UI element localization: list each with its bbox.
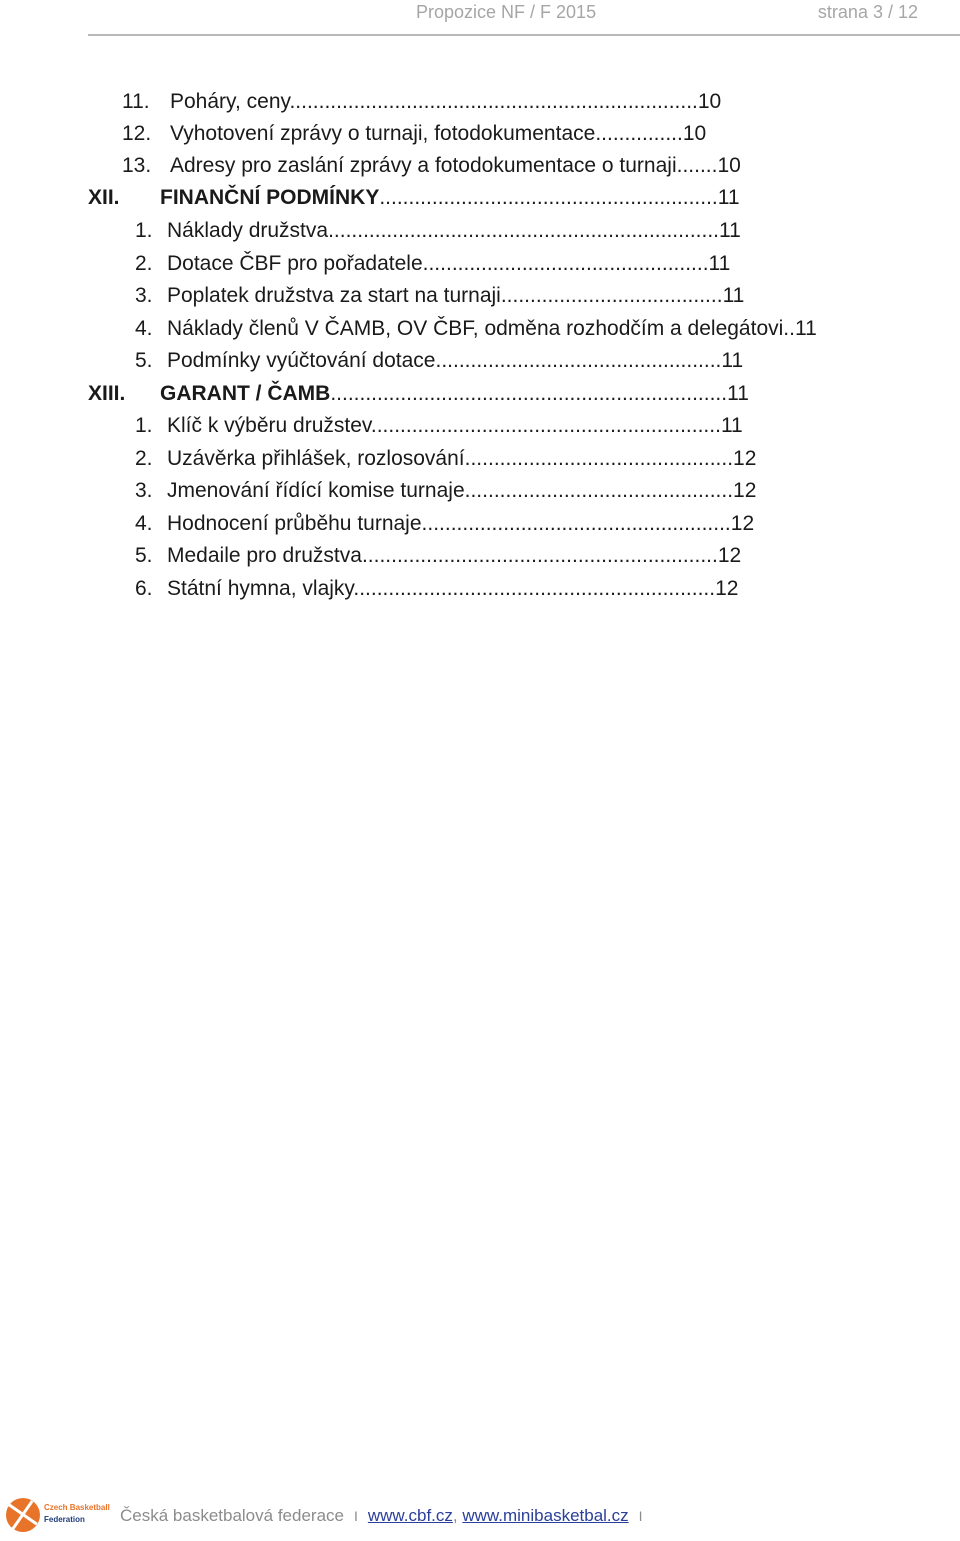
toc-entry-leader: .............................................. bbox=[464, 447, 734, 470]
toc-entry-page: 11 bbox=[719, 219, 741, 242]
toc-entry-number: 1. bbox=[135, 219, 153, 242]
toc-entry-text: Klíč k výběru družstev bbox=[167, 414, 371, 437]
toc-entry-leader: .. bbox=[783, 317, 795, 340]
page-header bbox=[88, 0, 960, 36]
toc-entry[interactable] bbox=[135, 410, 743, 442]
toc-entry-number: 11. bbox=[122, 90, 150, 113]
toc-entry-page: 10 bbox=[697, 90, 722, 113]
toc-entry-leader: ................................................................... bbox=[328, 219, 719, 242]
toc-entry-leader: ................................................. bbox=[435, 349, 722, 372]
toc-entry-leader: ................................................. bbox=[422, 252, 709, 275]
toc-entry-leader: ............................................................. bbox=[361, 544, 718, 567]
toc-entry-page: 11 bbox=[721, 349, 744, 372]
toc-entry-text: Státní hymna, vlajky bbox=[167, 577, 354, 600]
organization-name: Česká basketbalová federace bbox=[120, 1506, 344, 1525]
toc-entry-page: 12 bbox=[717, 544, 742, 567]
footer-separator: I bbox=[638, 1508, 643, 1524]
toc-entry-leader: ............................................................ bbox=[370, 414, 721, 437]
toc-entry-leader: .......................................................... bbox=[379, 186, 718, 209]
toc-entry-leader: .................................................................... bbox=[330, 382, 728, 405]
toc-entry-text: Adresy pro zaslání zprávy a fotodokumentace o turnaji bbox=[170, 154, 677, 177]
logo-text-line1: Czech Basketball bbox=[44, 1503, 110, 1512]
page-number: strana 3 / 12 bbox=[817, 2, 918, 22]
toc-entry-page: 12 bbox=[715, 577, 739, 600]
toc-entry-text: Dotace ČBF pro pořadatele bbox=[167, 252, 423, 275]
toc-entry-number: 5. bbox=[135, 349, 153, 372]
toc-entry-page: 10 bbox=[682, 122, 707, 145]
minibasketbal-link[interactable]: www.minibasketbal.cz bbox=[462, 1506, 629, 1525]
toc-entry-leader: .............................................. bbox=[464, 479, 734, 502]
toc-entry-page: 11 bbox=[708, 252, 731, 275]
cbf-link[interactable]: www.cbf.cz bbox=[367, 1506, 453, 1525]
toc-entry[interactable] bbox=[135, 540, 741, 572]
toc-entry-leader: ....... bbox=[676, 154, 718, 177]
toc-entry-text: Medaile pro družstva bbox=[167, 544, 362, 567]
toc-entry[interactable] bbox=[135, 345, 743, 377]
toc-entry-leader: .............................................................. bbox=[353, 577, 716, 600]
toc-entry-text: Náklady družstva bbox=[167, 219, 329, 242]
toc-entry-page: 12 bbox=[733, 447, 757, 470]
toc-entry-page: 11 bbox=[727, 382, 749, 405]
toc-section-entry[interactable] bbox=[88, 378, 749, 410]
toc-entry-page: 11 bbox=[794, 317, 817, 340]
toc-entry-number: 2. bbox=[135, 447, 153, 470]
toc-section-number: XII. bbox=[88, 186, 120, 209]
toc-entry-number: 3. bbox=[135, 479, 153, 502]
basketball-icon bbox=[6, 1498, 40, 1532]
toc-entry-text: Uzávěrka přihlášek, rozlosování bbox=[167, 447, 465, 470]
toc-entry-number: 3. bbox=[135, 284, 153, 307]
toc-entry-leader: ............... bbox=[595, 122, 683, 145]
toc-entry-page: 12 bbox=[733, 479, 757, 502]
toc-entry-number: 1. bbox=[135, 414, 153, 437]
toc-entry-page: 11 bbox=[720, 414, 743, 437]
toc-entry-number: 5. bbox=[135, 544, 153, 567]
document-title: Propozice NF / F 2015 bbox=[416, 2, 597, 22]
toc-entry[interactable] bbox=[135, 443, 756, 475]
toc-entry[interactable] bbox=[135, 313, 817, 345]
toc-entry-leader: ...................................................................... bbox=[289, 90, 698, 113]
toc-entry-page: 12 bbox=[730, 512, 755, 535]
toc-entry[interactable] bbox=[135, 280, 744, 312]
toc-section-entry[interactable] bbox=[88, 182, 740, 214]
toc-entry[interactable] bbox=[135, 248, 730, 280]
toc-entry-number: 2. bbox=[135, 252, 153, 275]
toc-entry-text: Vyhotovení zprávy o turnaji, fotodokumentace bbox=[170, 122, 596, 145]
toc-entry-text: Jmenování řídící komise turnaje bbox=[167, 479, 465, 502]
toc-entry-text: Podmínky vyúčtování dotace bbox=[167, 349, 436, 372]
footer-text bbox=[120, 1506, 653, 1526]
toc-entry-page: 10 bbox=[717, 154, 741, 177]
logo-text-line2: Federation bbox=[44, 1515, 85, 1524]
toc-entry[interactable] bbox=[122, 118, 706, 150]
toc-entry-text: Poplatek družstva za start na turnaji bbox=[167, 284, 501, 307]
page-footer bbox=[0, 1490, 960, 1541]
toc-entry-number: 12. bbox=[122, 122, 152, 145]
toc-entry-number: 13. bbox=[122, 154, 152, 177]
toc-entry-leader: ...................................... bbox=[500, 284, 723, 307]
toc-entry-text: Poháry, ceny bbox=[170, 90, 290, 113]
toc-section-text: FINANČNÍ PODMÍNKY bbox=[160, 186, 380, 209]
toc-entry[interactable] bbox=[135, 508, 754, 540]
toc-entry[interactable] bbox=[122, 150, 741, 182]
toc-entry[interactable] bbox=[122, 86, 721, 118]
toc-section-number: XIII. bbox=[88, 382, 126, 405]
toc-entry-number: 4. bbox=[135, 317, 153, 340]
toc-entry-page: 11 bbox=[722, 284, 745, 307]
toc-entry-leader: ..................................................... bbox=[421, 512, 731, 535]
toc-entry-page: 11 bbox=[717, 186, 740, 209]
toc-entry[interactable] bbox=[135, 475, 756, 507]
toc-entry-number: 4. bbox=[135, 512, 153, 535]
toc-entry[interactable] bbox=[135, 573, 738, 605]
cbf-logo bbox=[6, 1498, 110, 1532]
toc-entry-text: Náklady členů V ČAMB, OV ČBF, odměna rozhodčím a delegátovi bbox=[167, 317, 784, 340]
footer-comma: , bbox=[452, 1506, 458, 1525]
footer-separator: I bbox=[353, 1508, 358, 1524]
toc-entry-number: 6. bbox=[135, 577, 153, 600]
toc-section-text: GARANT / ČAMB bbox=[160, 382, 331, 405]
toc-entry[interactable] bbox=[135, 215, 741, 247]
toc-entry-text: Hodnocení průběhu turnaje bbox=[167, 512, 422, 535]
